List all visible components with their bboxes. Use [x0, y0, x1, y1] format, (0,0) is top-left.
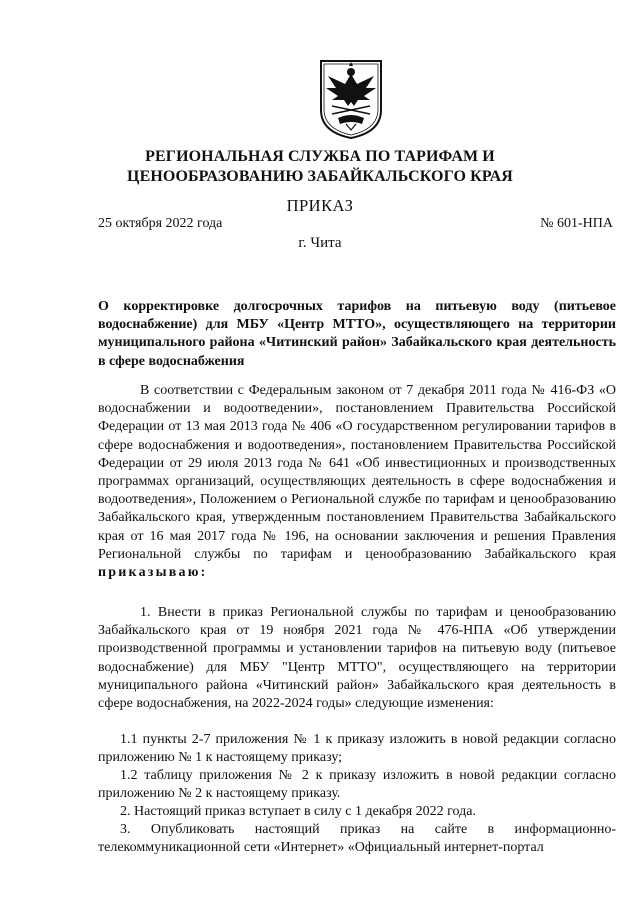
basis-text: В соответствии с Федеральным законом от 7 декабря 2011 года № 416-ФЗ «О водоснабжении и водоотведении», постановлением Правительства Российской Федерации от 13 мая 2013 года № 406 «О государственном регулировании тарифов в сфере водоснабжения и водоотведения», постановлением Правительства Российской Федерации от 29 июля 2013 года № 641 «Об инвестиционных и производственных программах организаций, осуществляющих деятельность в сфере водоснабжения и водоотведения», Положением о Региональной службе по тарифам и ценообразованию Забайкальского края, утвержденным постановлением Правительства Забайкальского края от 16 мая 2017 года № 196, на основании заключения и решения Правления Региональной службы по тарифам и ценообразованию Забайкальского края [98, 383, 616, 562]
document-city: г. Чита [298, 235, 342, 251]
order-word: приказываю: [98, 565, 208, 581]
item-2: 2. Настоящий приказ вступает в силу с 1 декабря 2022 года. [120, 804, 476, 819]
document-subject: О корректировке долгосрочных тарифов на питьевую воду (питьевое водоснабжение) для МБУ «Центр МТТО», осуществляющего на территории муниципального района «Читинский район» Забайкальского края деятельность в сфере водоснабжения [98, 299, 616, 369]
coat-of-arms-icon [318, 58, 384, 140]
item-1-1: 1.1 пункты 2-7 приложения № 1 к приказу изложить в новой редакции согласно приложению № 1 к настоящему приказу; [98, 732, 616, 766]
org-name-line1: РЕГИОНАЛЬНАЯ СЛУЖБА ПО ТАРИФАМ И [145, 148, 495, 165]
document-type: ПРИКАЗ [286, 196, 354, 215]
basis-paragraph [98, 382, 616, 582]
document-date: 25 октября 2022 года [98, 216, 223, 231]
org-name-line2: ЦЕНООБРАЗОВАНИЮ ЗАБАЙКАЛЬСКОГО КРАЯ [127, 168, 513, 185]
document-number: № 601-НПА [540, 216, 613, 231]
item-1: 1. Внести в приказ Региональной службы по тарифам и ценообразованию Забайкальского края от 19 ноября 2021 года № 476-НПА «Об утверждении производственной программы и установлении тарифов на питьевую воду (питьевое водоснабжение) для МБУ "Центр МТТО", осуществляющего на территории муниципального района «Читинский район» Забайкальского края деятельность в сфере водоснабжения, на 2022-2024 годы» следующие изменения: [98, 605, 616, 712]
item-1-2: 1.2 таблицу приложения № 2 к приказу изложить в новой редакции согласно приложению № 2 к настоящему приказу. [98, 768, 616, 802]
item-3: 3. Опубликовать настоящий приказ на сайте в информационно-телекоммуникационной сети «Интернет» «Официальный интернет-портал [98, 822, 616, 856]
